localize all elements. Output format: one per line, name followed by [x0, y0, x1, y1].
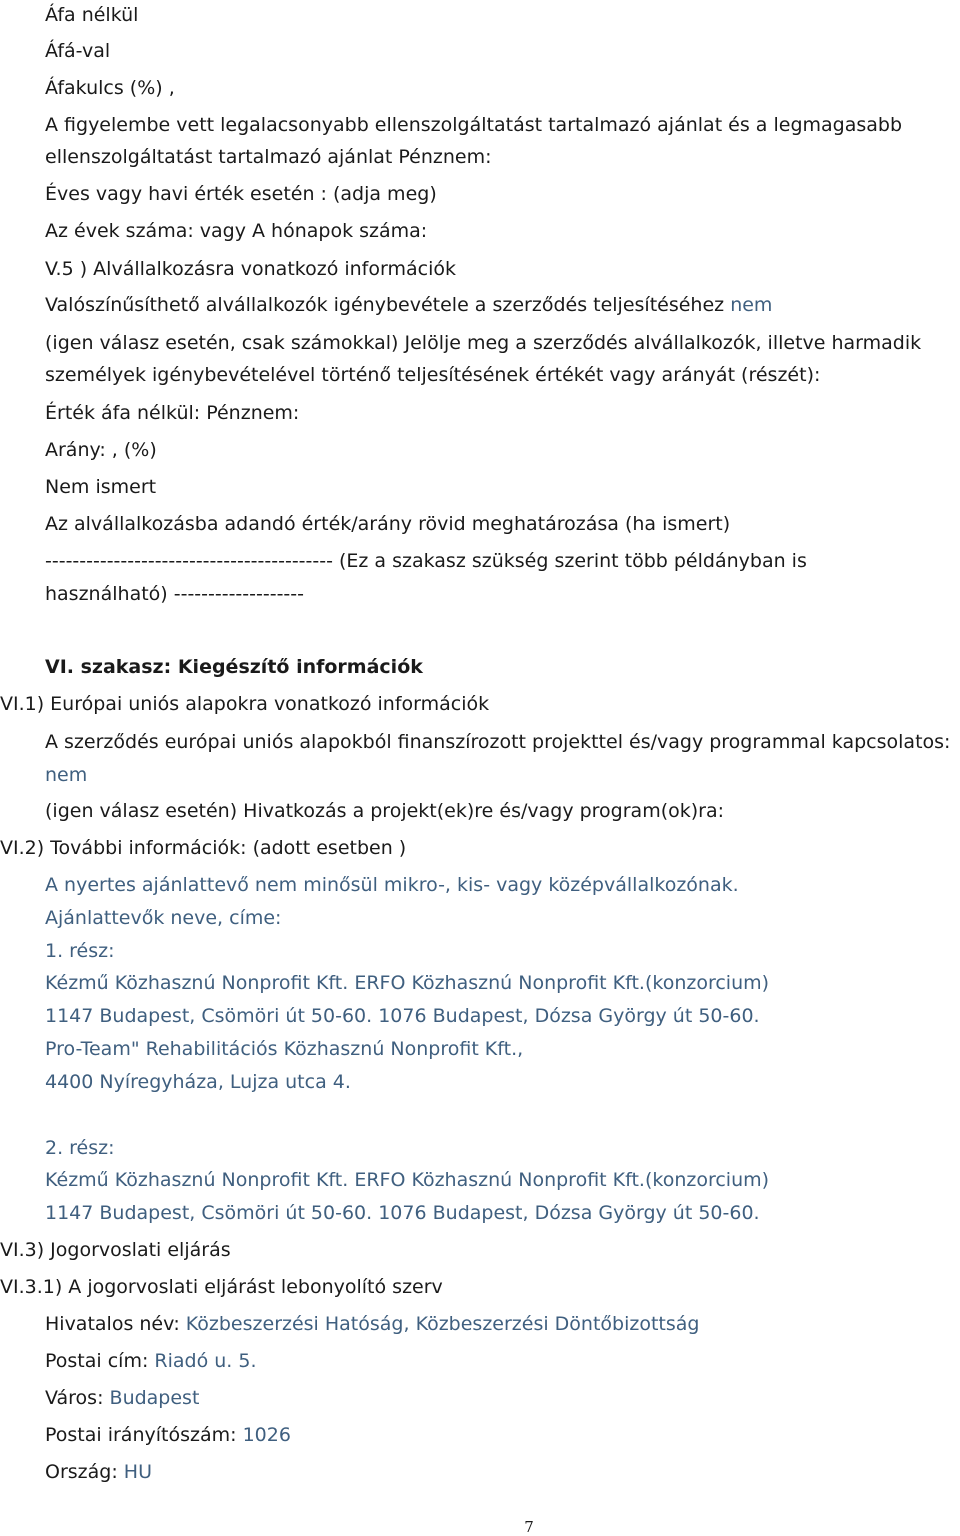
part-1-proteam: Pro-Team" Rehabilitációs Közhasznú Nonprofit Kft., [45, 1038, 524, 1060]
part-1-proteam-address: 4400 Nyíregyháza, Lujza utca 4. [45, 1071, 351, 1093]
line-afakulcs: Áfakulcs (%) , [45, 77, 175, 99]
line-nyertes: A nyertes ajánlattevő nem minősül mikro-, kis- vagy középvállalkozónak. [45, 874, 739, 896]
line-igen-valasz: (igen válasz esetén, csak számokkal) Jelölje meg a szerződés alvállalkozók, illetve harmadik [45, 332, 922, 354]
line-ajanlattevok: Ajánlattevők neve, címe: [45, 907, 282, 929]
subsection-heading-vi2: VI.2) További információk: (adott esetben ) [0, 837, 407, 859]
section-heading-v5: V.5 ) Alvállalkozásra vonatkozó információk [45, 258, 456, 280]
label-text: Postai cím: [45, 1350, 155, 1372]
value-text: Riadó u. 5. [154, 1350, 257, 1372]
line-penznem: ellenszolgáltatást tartalmazó ajánlat Pénznem: [45, 146, 492, 168]
value-text: 1026 [242, 1424, 291, 1446]
line-evek-szama: Az évek száma: vagy A hónapok száma: [45, 220, 428, 242]
line-hivatkozas: (igen válasz esetén) Hivatkozás a projekt(ek)re és/vagy program(ok)ra: [45, 800, 725, 822]
part-2-companies: Kézmű Közhasznú Nonprofit Kft. ERFO Közhasznú Nonprofit Kft.(konzorcium) [45, 1169, 770, 1191]
label-text: Hivatalos név: [45, 1313, 186, 1335]
subsection-heading-vi31: VI.3.1) A jogorvoslati eljárást lebonyolító szerv [0, 1276, 443, 1298]
part-2-label: 2. rész: [45, 1137, 115, 1159]
line-hivatalos-nev [45, 1315, 700, 1334]
line-hasznalhato: használható) ------------------- [45, 583, 304, 605]
line-orszag [45, 1463, 152, 1482]
line-arany: Arány: , (%) [45, 439, 157, 461]
subsection-heading-vi3: VI.3) Jogorvoslati eljárás [0, 1239, 231, 1261]
section-heading-vi: VI. szakasz: Kiegészítő információk [45, 656, 423, 678]
subsection-heading-vi1: VI.1) Európai uniós alapokra vonatkozó információk [0, 693, 490, 715]
line-varos [45, 1389, 199, 1408]
label-text: Postai irányítószám: [45, 1424, 243, 1446]
line-szemelyek: személyek igénybevételével történő teljesítésének értékét vagy arányát (részét): [45, 364, 821, 386]
line-afa-val: Áfá-val [45, 40, 111, 62]
part-1-label: 1. rész: [45, 940, 115, 962]
value-text: Budapest [109, 1387, 200, 1409]
value-text: nem [730, 294, 773, 316]
line-alvallalkozasba: Az alvállalkozásba adandó érték/arány rövid meghatározása (ha ismert) [45, 513, 731, 535]
line-iranyitoszam [45, 1426, 291, 1445]
label-text: Valószínűsíthető alvállalkozók igénybevétele a szerződés teljesítéséhez [45, 294, 731, 316]
line-afa-nelkul: Áfa nélkül [45, 4, 139, 26]
label-text: Város: [45, 1387, 110, 1409]
line-figyelembe: A figyelembe vett legalacsonyabb ellenszolgáltatást tartalmazó ajánlat és a legmagasabb [45, 114, 903, 136]
value-nem: nem [45, 764, 88, 786]
line-valoszinusitheto [45, 296, 772, 315]
line-nem-ismert: Nem ismert [45, 476, 157, 498]
label-text: Ország: [45, 1461, 124, 1483]
line-ertek-afa: Érték áfa nélkül: Pénznem: [45, 402, 300, 424]
part-2-addresses: 1147 Budapest, Csömöri út 50-60. 1076 Budapest, Dózsa György út 50-60. [45, 1202, 760, 1224]
part-1-addresses: 1147 Budapest, Csömöri út 50-60. 1076 Budapest, Dózsa György út 50-60. [45, 1005, 760, 1027]
value-text: Közbeszerzési Hatóság, Közbeszerzési Döntőbizottság [185, 1313, 700, 1335]
line-postai-cim [45, 1352, 257, 1371]
part-1-companies: Kézmű Közhasznú Nonprofit Kft. ERFO Közhasznú Nonprofit Kft.(konzorcium) [45, 972, 770, 994]
line-eves-havi: Éves vagy havi érték esetén : (adja meg) [45, 183, 437, 205]
value-text: HU [123, 1461, 152, 1483]
line-szerzodes-eu: A szerződés európai uniós alapokból finanszírozott projekttel és/vagy programmal kapcsolatos: [45, 731, 951, 753]
page-number: 7 [524, 1518, 534, 1536]
line-separator-note: ------------------------------------------ (Ez a szakasz szükség szerint több példányban is [45, 550, 807, 572]
